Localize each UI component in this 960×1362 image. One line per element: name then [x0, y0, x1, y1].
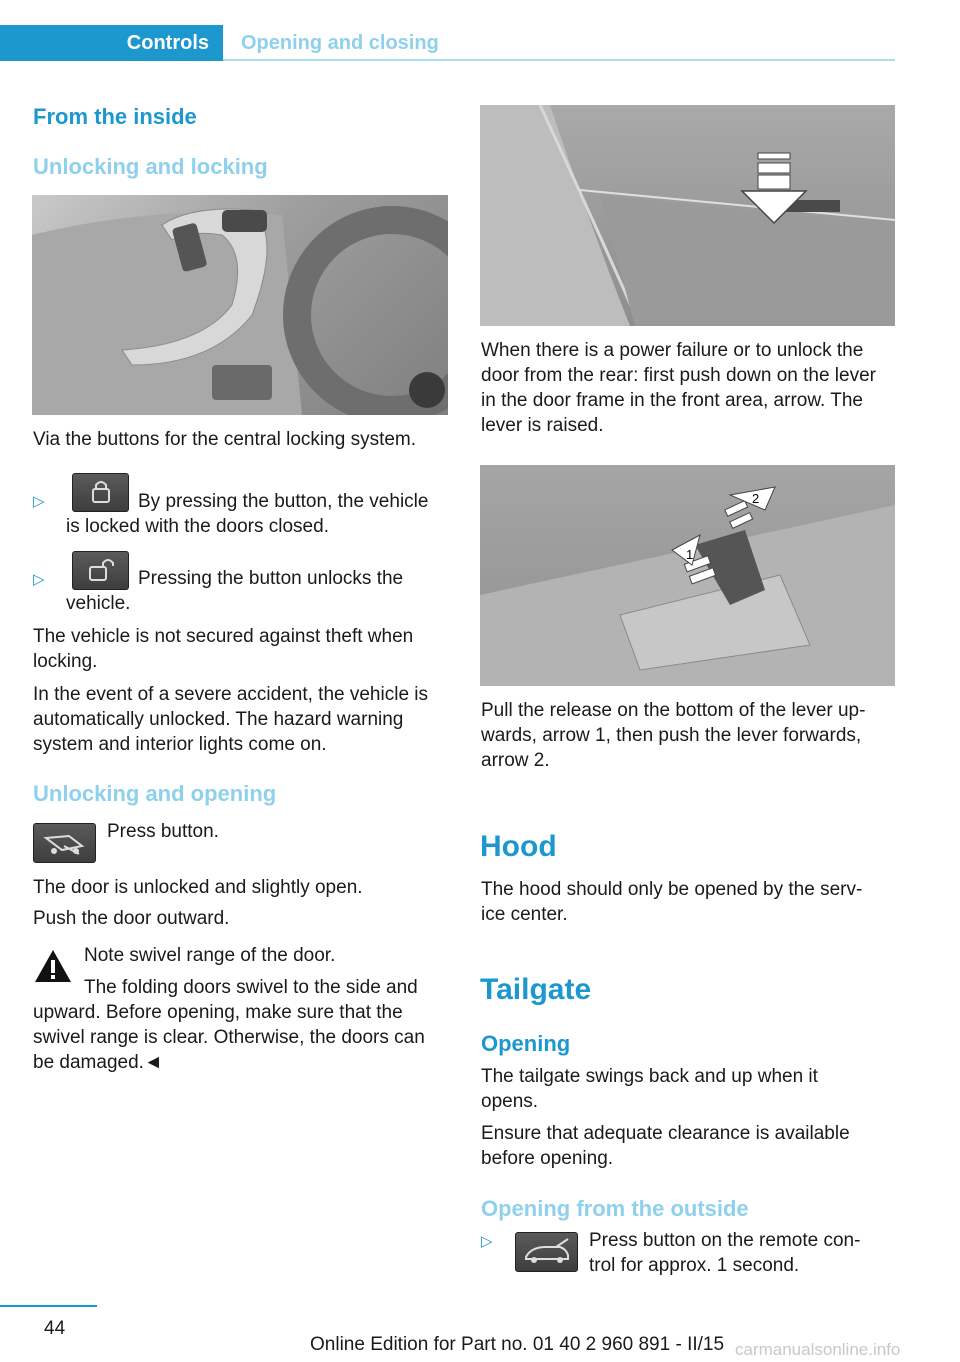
warning-text-4: be damaged.◄: [33, 1052, 163, 1073]
heading-unlocking-opening: Unlocking and opening: [33, 781, 277, 806]
text-not-secured-1: The vehicle is not secured against theft when: [33, 626, 414, 647]
warning-triangle-icon: [33, 948, 73, 989]
text-accident-2: automatically unlocked. The hazard warning: [33, 709, 404, 730]
text-outside-2: trol for approx. 1 second.: [589, 1255, 800, 1276]
door-frame-lever-image: [480, 105, 895, 326]
tailgate-remote-button-icon: [515, 1232, 578, 1272]
heading-hood: Hood: [480, 830, 557, 863]
text-press-button: Press button.: [107, 821, 219, 842]
heading-opening-outside: Opening from the outside: [481, 1196, 749, 1221]
text-accident-1: In the event of a severe accident, the vehicle is: [33, 684, 429, 705]
text-power-3: in the door frame in the front area, arrow. The: [481, 390, 863, 411]
door-frame-drawing: [480, 105, 895, 326]
footer-rule: [0, 1305, 97, 1307]
door-interior-image: [32, 195, 448, 415]
page-header: [0, 0, 895, 62]
heading-from-inside: From the inside: [33, 104, 197, 129]
text-pull-2: wards, arrow 1, then push the lever forwards,: [481, 725, 862, 746]
page-number: 44: [44, 1318, 66, 1339]
heading-unlocking-locking: Unlocking and locking: [33, 154, 268, 179]
text-power-2: door from the rear: first push down on the lever: [481, 365, 876, 386]
unlock-button-icon: [72, 551, 129, 590]
heading-opening: Opening: [481, 1031, 571, 1056]
bullet-arrow-icon: ▷: [33, 571, 45, 588]
text-power-4: lever is raised.: [481, 415, 604, 436]
text-outside-1: Press button on the remote con-: [589, 1230, 861, 1251]
text-ensure-1: Ensure that adequate clearance is available: [481, 1123, 850, 1144]
text-hood-1: The hood should only be opened by the serv-: [481, 879, 863, 900]
warning-title: Note swivel range of the door.: [84, 945, 336, 966]
header-rule: [223, 59, 895, 61]
edition-info: Online Edition for Part no. 01 40 2 960 891 - II/15: [310, 1334, 725, 1355]
text-pull-3: arrow 2.: [481, 750, 550, 771]
lock-item-line2: is locked with the doors closed.: [66, 516, 329, 537]
lock-button-icon: [72, 473, 129, 512]
lever-release-drawing: [480, 465, 895, 686]
text-tail-1: The tailgate swings back and up when it: [481, 1066, 818, 1087]
text-tail-2: opens.: [481, 1091, 539, 1112]
door-interior-drawing: [32, 195, 448, 415]
text-power-1: When there is a power failure or to unlock the: [481, 340, 864, 361]
warning-text-1: The folding doors swivel to the side and: [84, 977, 418, 998]
text-push-door: Push the door outward.: [33, 908, 230, 929]
lever-release-image: [480, 465, 895, 686]
warning-text-2: upward. Before opening, make sure that the: [33, 1002, 403, 1023]
bullet-arrow-icon: ▷: [33, 493, 45, 510]
text-via-buttons: Via the buttons for the central locking system.: [33, 429, 417, 450]
text-not-secured-2: locking.: [33, 651, 98, 672]
text-hood-2: ice center.: [481, 904, 568, 925]
text-accident-3: system and interior lights come on.: [33, 734, 327, 755]
text-pull-1: Pull the release on the bottom of the lever up-: [481, 700, 866, 721]
arrow-label-2: 2: [752, 491, 760, 506]
unlock-item-line1: Pressing the button unlocks the: [138, 568, 404, 589]
section-tab: Controls: [0, 25, 223, 61]
chapter-tab: Opening and closing: [241, 32, 439, 54]
arrow-label-1: 1: [686, 547, 694, 562]
text-door-unlocked: The door is unlocked and slightly open.: [33, 877, 363, 898]
watermark: carmanualsonline.info: [735, 1340, 901, 1359]
bullet-arrow-icon: ▷: [481, 1233, 493, 1250]
heading-tailgate: Tailgate: [480, 973, 592, 1006]
lock-item-line1: By pressing the button, the vehicle: [138, 491, 429, 512]
door-open-button-icon: [33, 823, 96, 863]
warning-text-3: swivel range is clear. Otherwise, the doors can: [33, 1027, 425, 1048]
text-ensure-2: before opening.: [481, 1148, 614, 1169]
unlock-item-line2: vehicle.: [66, 593, 131, 614]
